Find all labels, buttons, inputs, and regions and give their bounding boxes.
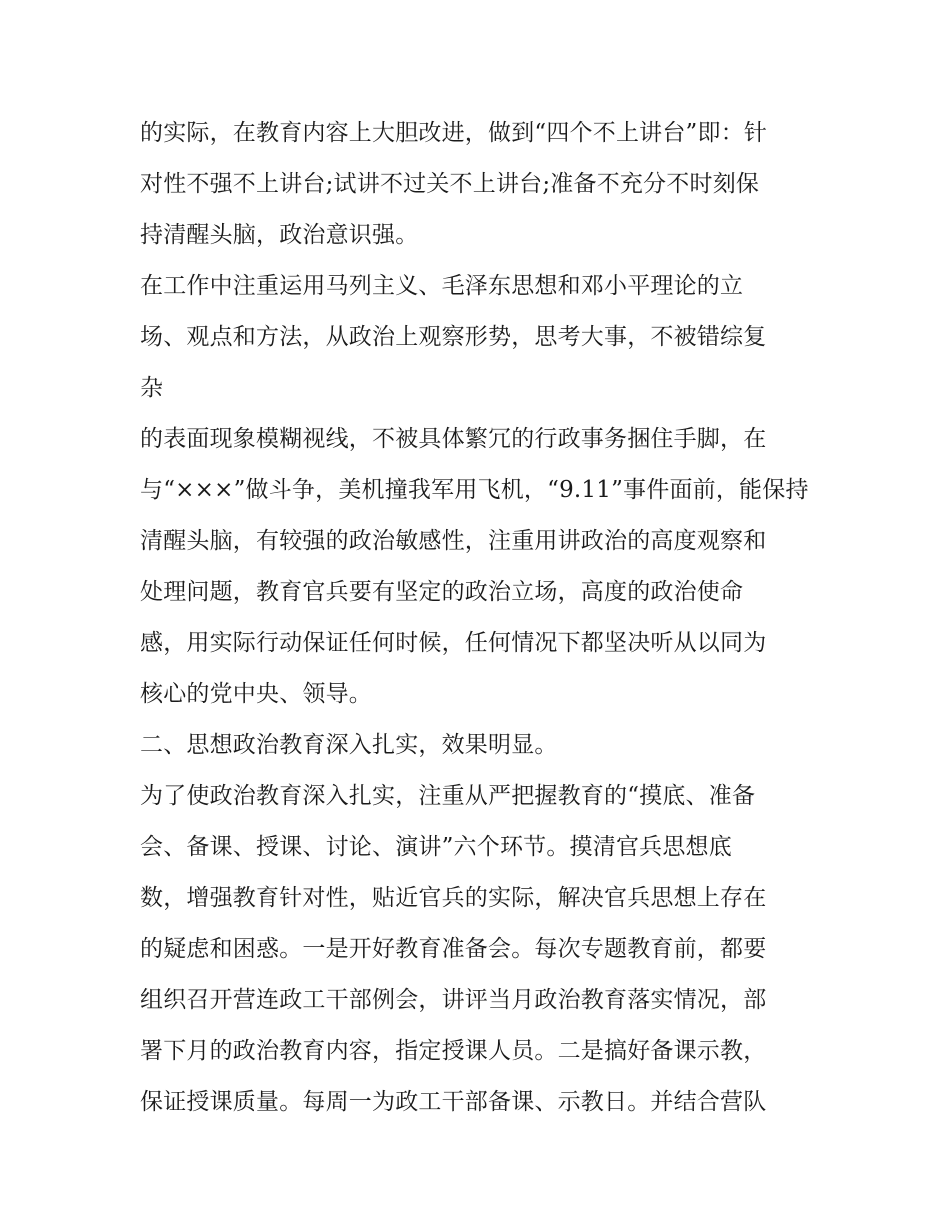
text-line: 保证授课质量。每周一为政工干部备课、示教日。并结合营队 — [140, 1089, 767, 1115]
text-line: 清醒头脑，有较强的政治敏感性，注重用讲政治的高度观察和 — [140, 528, 767, 554]
text-line: 对性不强不上讲台;试讲不过关不上讲台;准备不充分不时刻保 — [140, 171, 760, 197]
text-line: 的表面现象模糊视线，不被具体繁冗的行政事务捆住手脚，在 — [140, 426, 767, 452]
text-line: 持清醒头脑，政治意识强。 — [140, 222, 419, 248]
text-line: 核心的党中央、领导。 — [140, 681, 372, 707]
text-line: 场、观点和方法，从政治上观察形势，思考大事，不被错综复 — [140, 324, 767, 350]
text-line: 署下月的政治教育内容，指定授课人员。二是搞好备课示教， — [140, 1038, 767, 1064]
text-line: 数，增强教育针对性，贴近官兵的实际，解决官兵思想上存在 — [140, 885, 767, 911]
text-line: 的实际，在教育内容上大胆改进，做到“四个不上讲台”即：针 — [140, 120, 768, 146]
body-text — [140, 108, 820, 1128]
text-line: 与“×××”做斗争，美机撞我军用飞机，“9.11”事件面前，能保持 — [140, 477, 809, 503]
text-line: 为了使政治教育深入扎实，注重从严把握教育的“摸底、准备 — [140, 783, 756, 809]
text-line: 杂 — [140, 375, 164, 401]
text-line: 组织召开营连政工干部例会，讲评当月政治教育落实情况，部 — [140, 987, 767, 1013]
section-heading: 二、思想政治教育深入扎实，效果明显。 — [140, 732, 558, 758]
text-line: 处理问题，教育官兵要有坚定的政治立场，高度的政治使命 — [140, 579, 744, 605]
text-line: 感，用实际行动保证任何时候，任何情况下都坚决听从以同为 — [140, 630, 767, 656]
text-line: 在工作中注重运用马列主义、毛泽东思想和邓小平理论的立 — [140, 273, 744, 299]
text-line: 会、备课、授课、讨论、演讲”六个环节。摸清官兵思想底 — [140, 834, 732, 860]
text-line: 的疑虑和困惑。一是开好教育准备会。每次专题教育前，都要 — [140, 936, 767, 962]
